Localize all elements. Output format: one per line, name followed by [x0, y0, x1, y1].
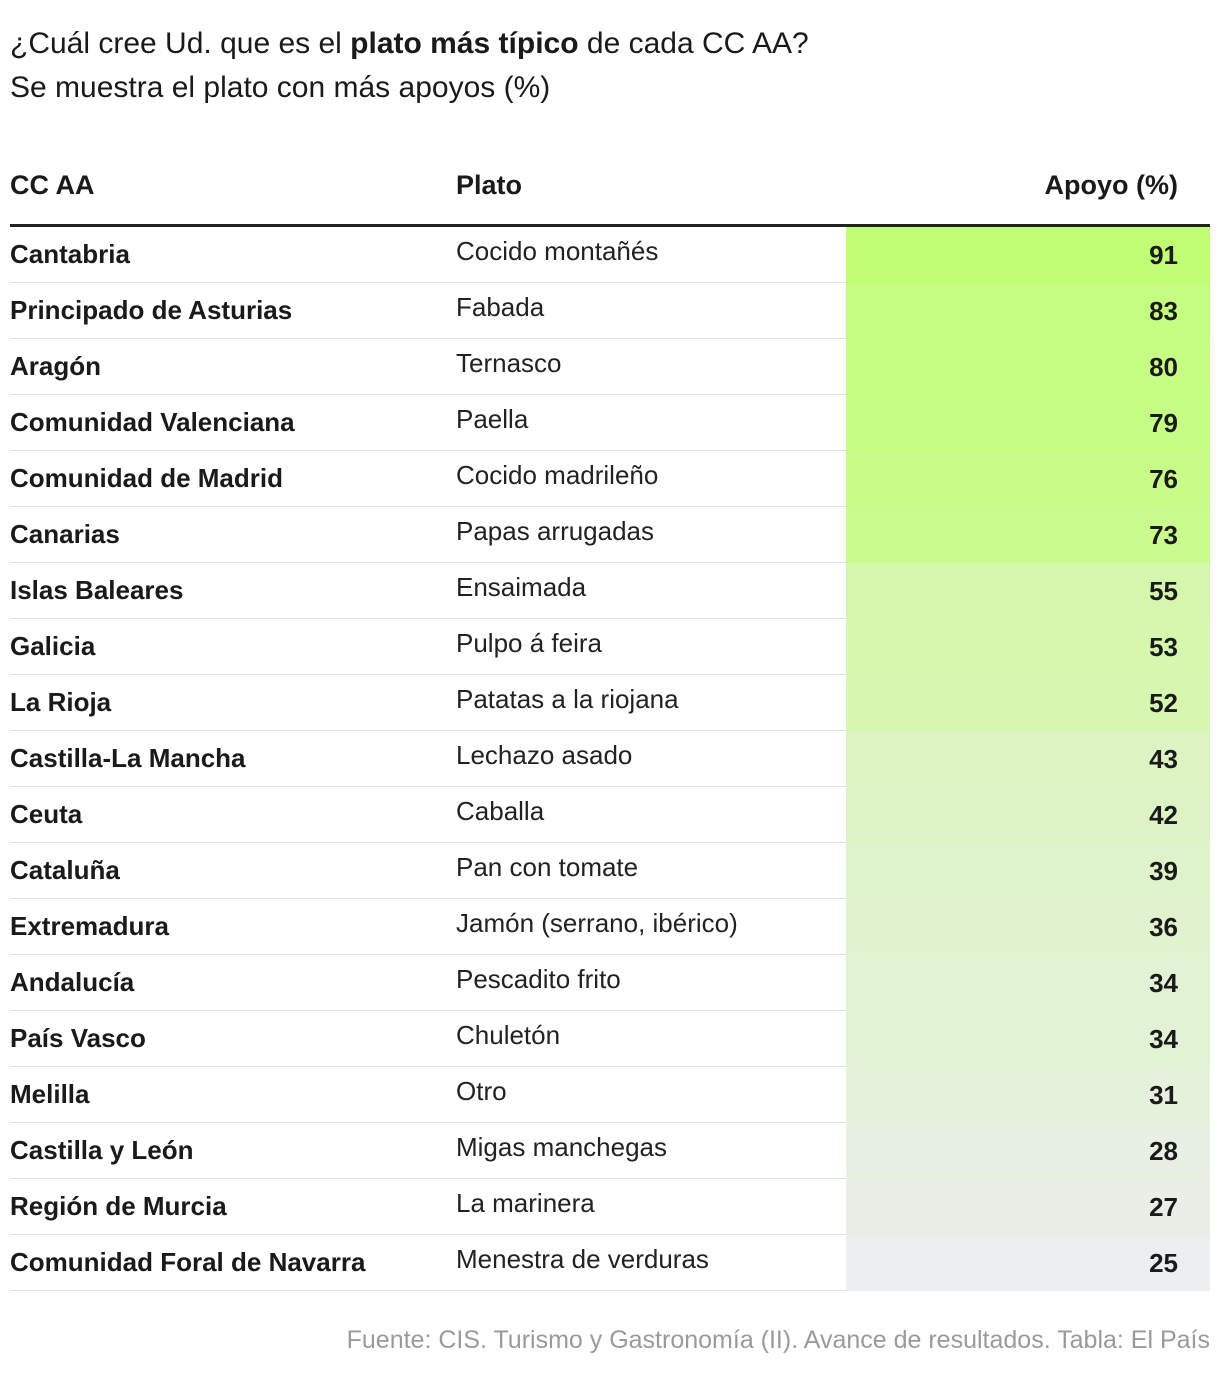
dish-cell: Lechazo asado [456, 740, 633, 770]
table-row [10, 955, 1210, 1011]
dish-cell: Fabada [456, 292, 545, 322]
support-value: 28 [1149, 1136, 1178, 1166]
support-value: 76 [1149, 464, 1178, 494]
table-row [10, 1123, 1210, 1179]
support-value: 43 [1149, 744, 1178, 774]
region-cell: La Rioja [10, 687, 112, 717]
table-row [10, 507, 1210, 563]
support-value: 53 [1149, 632, 1178, 662]
table-row [10, 395, 1210, 451]
support-value: 55 [1149, 576, 1178, 606]
support-value: 31 [1149, 1080, 1178, 1110]
dish-cell: Jamón (serrano, ibérico) [456, 908, 738, 938]
column-header-support: Apoyo (%) [1044, 170, 1178, 200]
support-value: 34 [1149, 968, 1178, 998]
region-cell: Comunidad Foral de Navarra [10, 1247, 366, 1277]
support-cell [846, 787, 1210, 843]
region-cell: Principado de Asturias [10, 295, 293, 325]
region-cell: Comunidad Valenciana [10, 407, 295, 437]
region-cell: Canarias [10, 519, 120, 549]
support-value: 80 [1149, 352, 1178, 382]
support-value: 52 [1149, 688, 1178, 718]
dish-cell: Ensaimada [456, 572, 587, 602]
support-cell [846, 395, 1210, 451]
chart-title [10, 22, 1210, 110]
support-value: 42 [1149, 800, 1178, 830]
region-cell: Islas Baleares [10, 575, 184, 605]
region-cell: Cataluña [10, 855, 120, 885]
table-row [10, 227, 1210, 283]
dish-cell: Ternasco [456, 348, 562, 378]
table-header [10, 160, 1210, 224]
dish-cell: Patatas a la riojana [456, 684, 679, 714]
region-cell: Aragón [10, 351, 101, 381]
dish-cell: Menestra de verduras [456, 1244, 709, 1274]
title-post: de cada CC AA? [578, 27, 809, 60]
table-row [10, 283, 1210, 339]
table-row [10, 451, 1210, 507]
region-cell: Cantabria [10, 239, 130, 269]
table-row [10, 1179, 1210, 1235]
table-row [10, 563, 1210, 619]
support-value: 27 [1149, 1192, 1178, 1222]
support-cell [846, 563, 1210, 619]
table-body [10, 227, 1210, 1291]
column-header-region: CC AA [10, 170, 95, 200]
support-value: 36 [1149, 912, 1178, 942]
support-cell [846, 619, 1210, 675]
dish-cell: Chuletón [456, 1020, 561, 1050]
support-value: 79 [1149, 408, 1178, 438]
dish-cell: Otro [456, 1076, 507, 1106]
support-cell [846, 955, 1210, 1011]
dish-cell: Pulpo á feira [456, 628, 602, 658]
table-row [10, 899, 1210, 955]
column-header-dish: Plato [456, 170, 523, 200]
support-value: 34 [1149, 1024, 1178, 1054]
table-row [10, 619, 1210, 675]
support-cell [846, 227, 1210, 283]
title-line-1 [10, 22, 1210, 66]
support-cell [846, 1235, 1210, 1291]
table-row [10, 1235, 1210, 1291]
region-cell: Extremadura [10, 911, 169, 941]
support-value: 83 [1149, 296, 1178, 326]
region-cell: Comunidad de Madrid [10, 463, 283, 493]
dish-cell: Caballa [456, 796, 545, 826]
dish-cell: Migas manchegas [456, 1132, 667, 1162]
dish-cell: Pan con tomate [456, 852, 639, 882]
dish-cell: Paella [456, 404, 529, 434]
region-cell: Galicia [10, 631, 96, 661]
support-cell [846, 1179, 1210, 1235]
support-cell [846, 283, 1210, 339]
table-row [10, 1067, 1210, 1123]
dish-cell: Papas arrugadas [456, 516, 655, 546]
support-cell [846, 507, 1210, 563]
chart-subtitle: Se muestra el plato con más apoyos (%) [10, 71, 551, 104]
region-cell: Región de Murcia [10, 1191, 227, 1221]
region-cell: Castilla-La Mancha [10, 743, 246, 773]
table-row [10, 731, 1210, 787]
region-cell: Melilla [10, 1079, 90, 1109]
support-cell [846, 843, 1210, 899]
region-cell: Castilla y León [10, 1135, 194, 1165]
dish-cell: La marinera [456, 1188, 595, 1218]
dish-cell: Pescadito frito [456, 964, 621, 994]
region-cell: Andalucía [10, 967, 135, 997]
table-row [10, 675, 1210, 731]
support-value: 91 [1149, 240, 1178, 270]
support-cell [846, 1067, 1210, 1123]
table-row [10, 787, 1210, 843]
table-row [10, 843, 1210, 899]
dish-cell: Cocido madrileño [456, 460, 659, 490]
support-cell [846, 1011, 1210, 1067]
region-cell: País Vasco [10, 1023, 146, 1053]
title-bold: plato más típico [350, 27, 579, 60]
title-pre: ¿Cuál cree Ud. que es el [10, 27, 351, 60]
dish-cell: Cocido montañés [456, 236, 659, 266]
support-value: 25 [1149, 1248, 1178, 1278]
region-cell: Ceuta [10, 799, 83, 829]
support-cell [846, 899, 1210, 955]
table-row [10, 339, 1210, 395]
support-cell [846, 451, 1210, 507]
support-value: 39 [1149, 856, 1178, 886]
table-row [10, 1011, 1210, 1067]
source-note: Fuente: CIS. Turismo y Gastronomía (II). Avance de resultados. Tabla: El País [346, 1326, 1210, 1354]
support-cell [846, 675, 1210, 731]
support-value: 73 [1149, 520, 1178, 550]
support-cell [846, 731, 1210, 787]
support-cell [846, 339, 1210, 395]
support-cell [846, 1123, 1210, 1179]
